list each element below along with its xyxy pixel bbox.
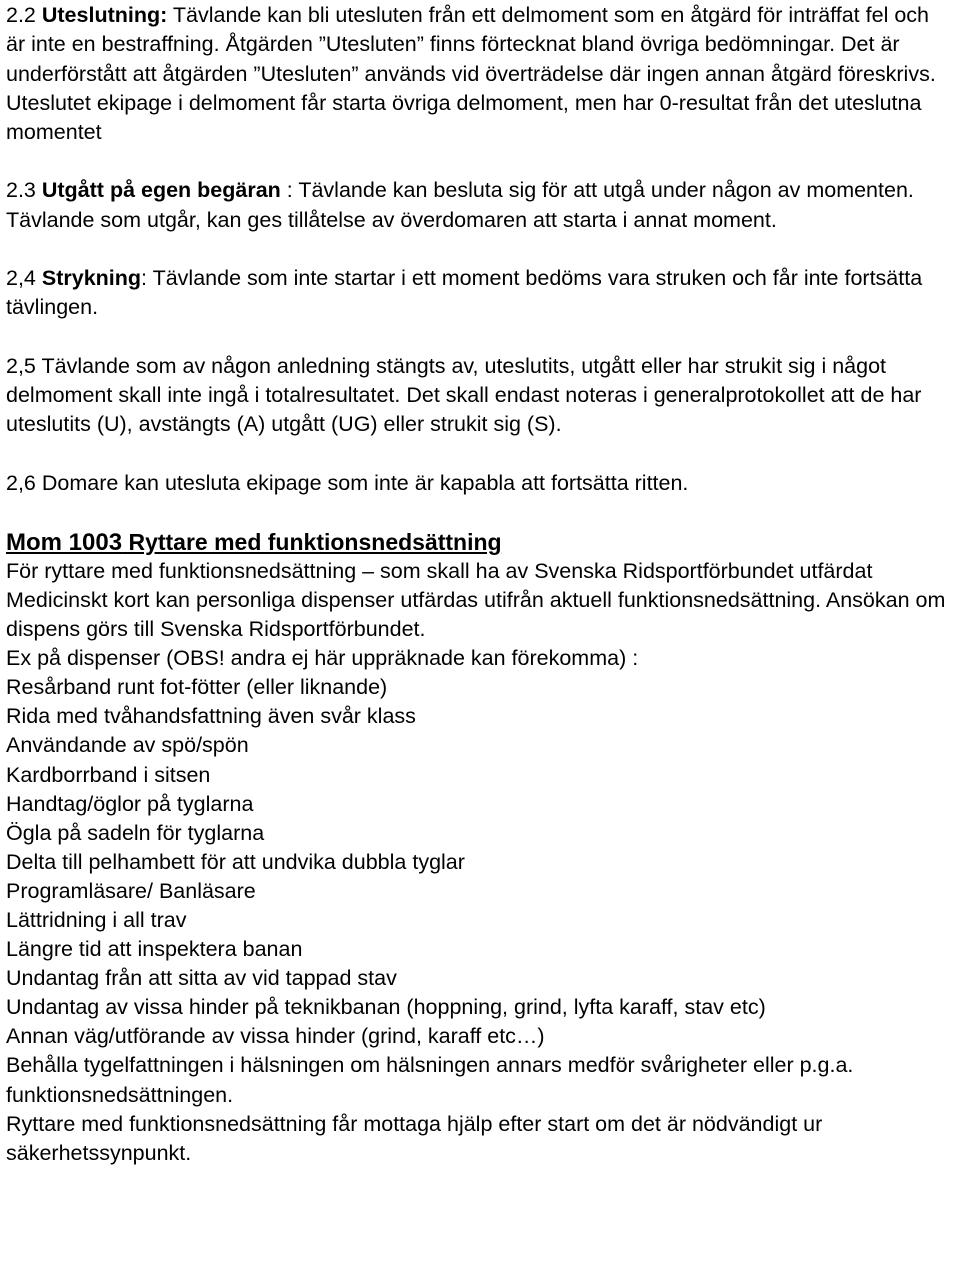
dispensation-list xyxy=(6,673,954,1168)
mom-1003-heading xyxy=(6,528,954,557)
section-2-4-number: 2,4 xyxy=(6,266,42,291)
list-item: Ögla på sadeln för tyglarna xyxy=(6,820,265,845)
section-2-3 xyxy=(6,176,954,235)
mom-1003-heading-title: Ryttare med funktionsnedsättning xyxy=(122,528,502,555)
section-2-3-title: Utgått på egen begäran xyxy=(41,178,281,203)
section-2-2-title: Uteslutning: xyxy=(41,3,168,27)
document-page xyxy=(0,1,960,1285)
section-2-6 xyxy=(6,469,954,498)
mom-1003-heading-prefix: Mom 1003 xyxy=(6,528,123,556)
list-item: Behålla tygelfattningen i hälsningen om hälsningen annars medför svårigheter eller p.g.a. funktionsnedsättningen. xyxy=(6,1053,854,1107)
section-2-3-number: 2.3 xyxy=(6,178,42,203)
section-2-5 xyxy=(6,352,954,440)
list-item: Längre tid att inspektera banan xyxy=(6,937,303,962)
list-item: Resårband runt fot-fötter (eller liknande) xyxy=(6,675,388,700)
section-2-6-text: 2,6 Domare kan utesluta ekipage som inte är kapabla att fortsätta ritten. xyxy=(6,470,689,495)
list-item: Användande av spö/spön xyxy=(6,733,249,758)
list-item: Undantag av vissa hinder på teknikbanan (hoppning, grind, lyfta karaff, stav etc) xyxy=(6,995,766,1020)
list-item: Undantag från att sitta av vid tappad stav xyxy=(6,966,397,991)
mom-1003-intro: För ryttare med funktionsnedsättning – som skall ha av Svenska Ridsportförbundet utfärdat Medicinskt kort kan personliga dispenser utfärdas utifrån aktuell funktionsnedsättning. Ansökan om dispens görs till Svenska Ridsportförbundet. xyxy=(6,558,946,642)
list-item: Ryttare med funktionsnedsättning får mottaga hjälp efter start om det är nödvändigt ur säkerhetssynpunkt. xyxy=(6,1111,823,1165)
examples-label: Ex på dispenser (OBS! andra ej här uppräknade kan förekomma) : xyxy=(6,646,639,671)
section-2-4-title: Strykning xyxy=(41,266,142,291)
list-item: Annan väg/utförande av vissa hinder (grind, karaff etc…) xyxy=(6,1024,545,1049)
list-item: Rida med tvåhandsfattning även svår klass xyxy=(6,704,416,729)
section-2-4 xyxy=(6,264,954,323)
section-2-2-number: 2.2 xyxy=(6,3,42,27)
section-2-5-text: 2,5 Tävlande som av någon anledning stängts av, uteslutits, utgått eller har strukit sig i något delmoment skall inte ingå i totalresultatet. Det skall endast noteras i generalprotokollet att de har uteslutits (U), avstängts (A) utgått (UG) eller strukit sig (S). xyxy=(6,353,922,437)
list-item: Handtag/öglor på tyglarna xyxy=(6,791,254,816)
section-2-2 xyxy=(6,1,954,147)
section-2-4-text: : Tävlande som inte startar i ett moment bedöms vara struken och får inte fortsätta tävlingen. xyxy=(6,266,923,320)
list-item: Kardborrband i sitsen xyxy=(6,762,211,787)
section-2-3-text: : Tävlande kan besluta sig för att utgå under någon av momenten. Tävlande som utgår, kan ges tillåtelse av överdomaren att starta i annat moment. xyxy=(6,178,914,232)
list-item: Lättridning i all trav xyxy=(6,907,187,932)
list-item: Delta till pelhambett för att undvika dubbla tyglar xyxy=(6,849,465,874)
list-item: Programläsare/ Banläsare xyxy=(6,878,256,903)
section-2-2-text: Tävlande kan bli utesluten från ett delmoment som en åtgärd för inträffat fel och är inte en bestraffning. Åtgärden ”Utesluten” finns förtecknat bland övriga bedömningar. Det är underförstått att åtgärden ”Utesluten” används vid överträdelse där ingen annan åtgärd föreskrivs. Uteslutet ekipage i delmoment får starta övriga delmoment, men har 0-resultat från det uteslutna momentet xyxy=(6,3,936,145)
